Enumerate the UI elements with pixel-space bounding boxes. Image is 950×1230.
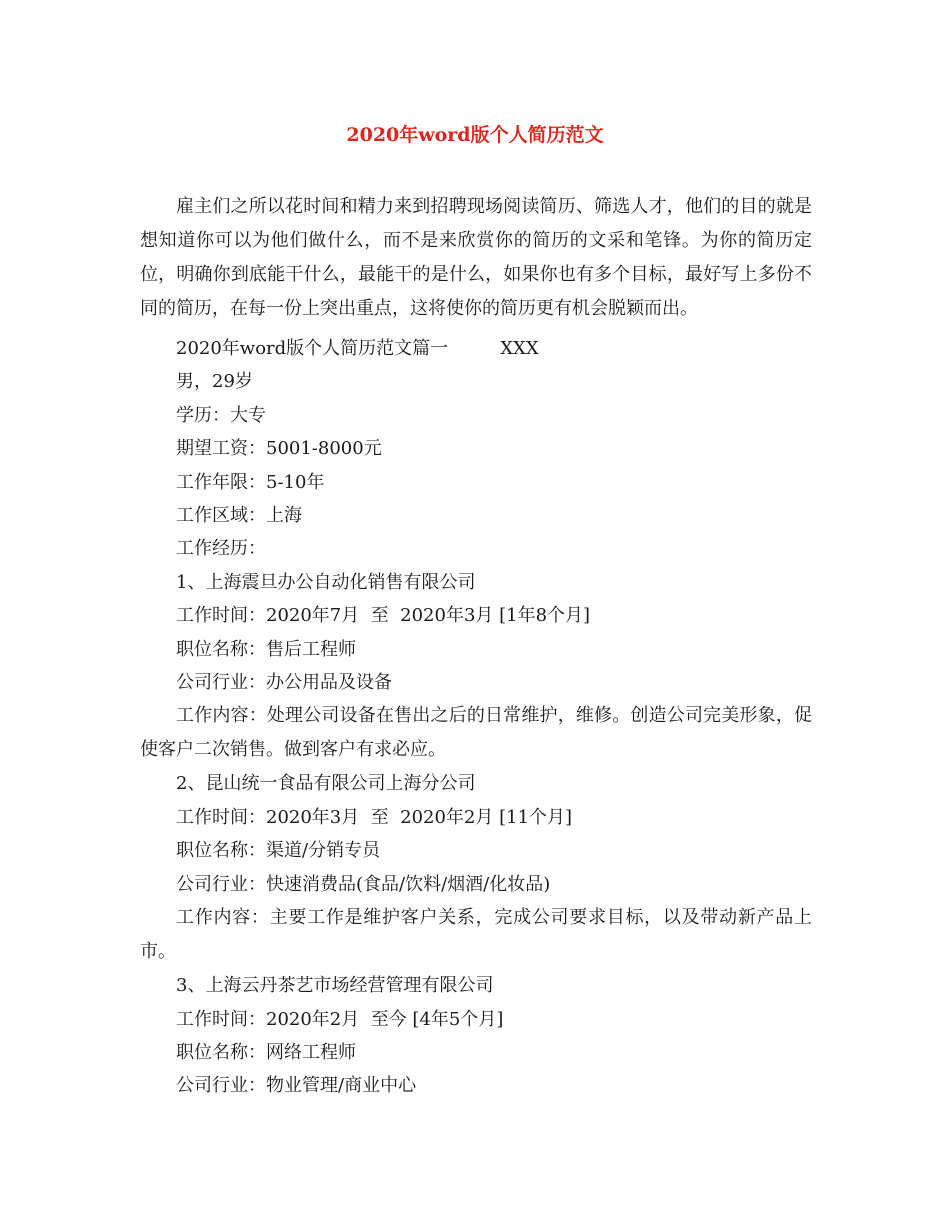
experience-label: 工作经历： (176, 538, 266, 560)
work-region: 工作区域：上海 (176, 505, 302, 527)
job-industry: 公司行业：物业管理/商业中心 (176, 1075, 417, 1097)
job-position: 职位名称：售后工程师 (176, 638, 356, 660)
job-time: 工作时间：2020年2月 至今 [4年5个月] (176, 1008, 504, 1030)
job-time: 工作时间：2020年3月 至 2020年2月 [11个月] (176, 806, 573, 828)
expected-salary: 期望工资：5001-8000元 (176, 438, 382, 460)
job-industry: 公司行业：办公用品及设备 (176, 672, 392, 694)
job-time: 工作时间：2020年7月 至 2020年3月 [1年8个月] (176, 605, 591, 627)
intro-paragraph: 雇主们之所以花时间和精力来到招聘现场阅读简历、筛选人才，他们的目的就是想知道你可以为他们做什么，而不是来欣赏你的简历的文采和笔锋。为你的简历定位，明确你到底能干什么，最能干的是什么，如果你也有多个目标，最好写上多份不同的简历，在每一份上突出重点，这将使你的简历更有机会脱颖而出。 (140, 196, 812, 319)
document-title: 2020年word版个人简历范文 (346, 124, 604, 146)
education: 学历：大专 (176, 404, 266, 426)
resume-name: XXX (500, 338, 539, 359)
job-position: 职位名称：网络工程师 (176, 1041, 356, 1063)
job-company: 2、昆山统一食品有限公司上海分公司 (176, 773, 476, 795)
gender-age: 男，29岁 (176, 371, 253, 393)
job-position: 职位名称：渠道/分销专员 (176, 840, 381, 862)
resume-heading: 2020年word版个人简历范文篇一 (176, 338, 449, 359)
job-company: 1、上海震旦办公自动化销售有限公司 (176, 571, 476, 593)
job-content: 工作内容：处理公司设备在售出之后的日常维护，维修。创造公司完美形象，促使客户二次销售。做到客户有求必应。 (140, 705, 812, 761)
resume-heading-line (140, 332, 812, 365)
job-content: 工作内容：主要工作是维护客户关系，完成公司要求目标，以及带动新产品上市。 (140, 907, 812, 963)
job-industry: 公司行业：快速消费品(食品/饮料/烟酒/化妆品) (176, 873, 551, 895)
resume-body (140, 332, 812, 1103)
work-years: 工作年限：5-10年 (176, 471, 325, 493)
job-company: 3、上海云丹茶艺市场经营管理有限公司 (176, 975, 494, 997)
